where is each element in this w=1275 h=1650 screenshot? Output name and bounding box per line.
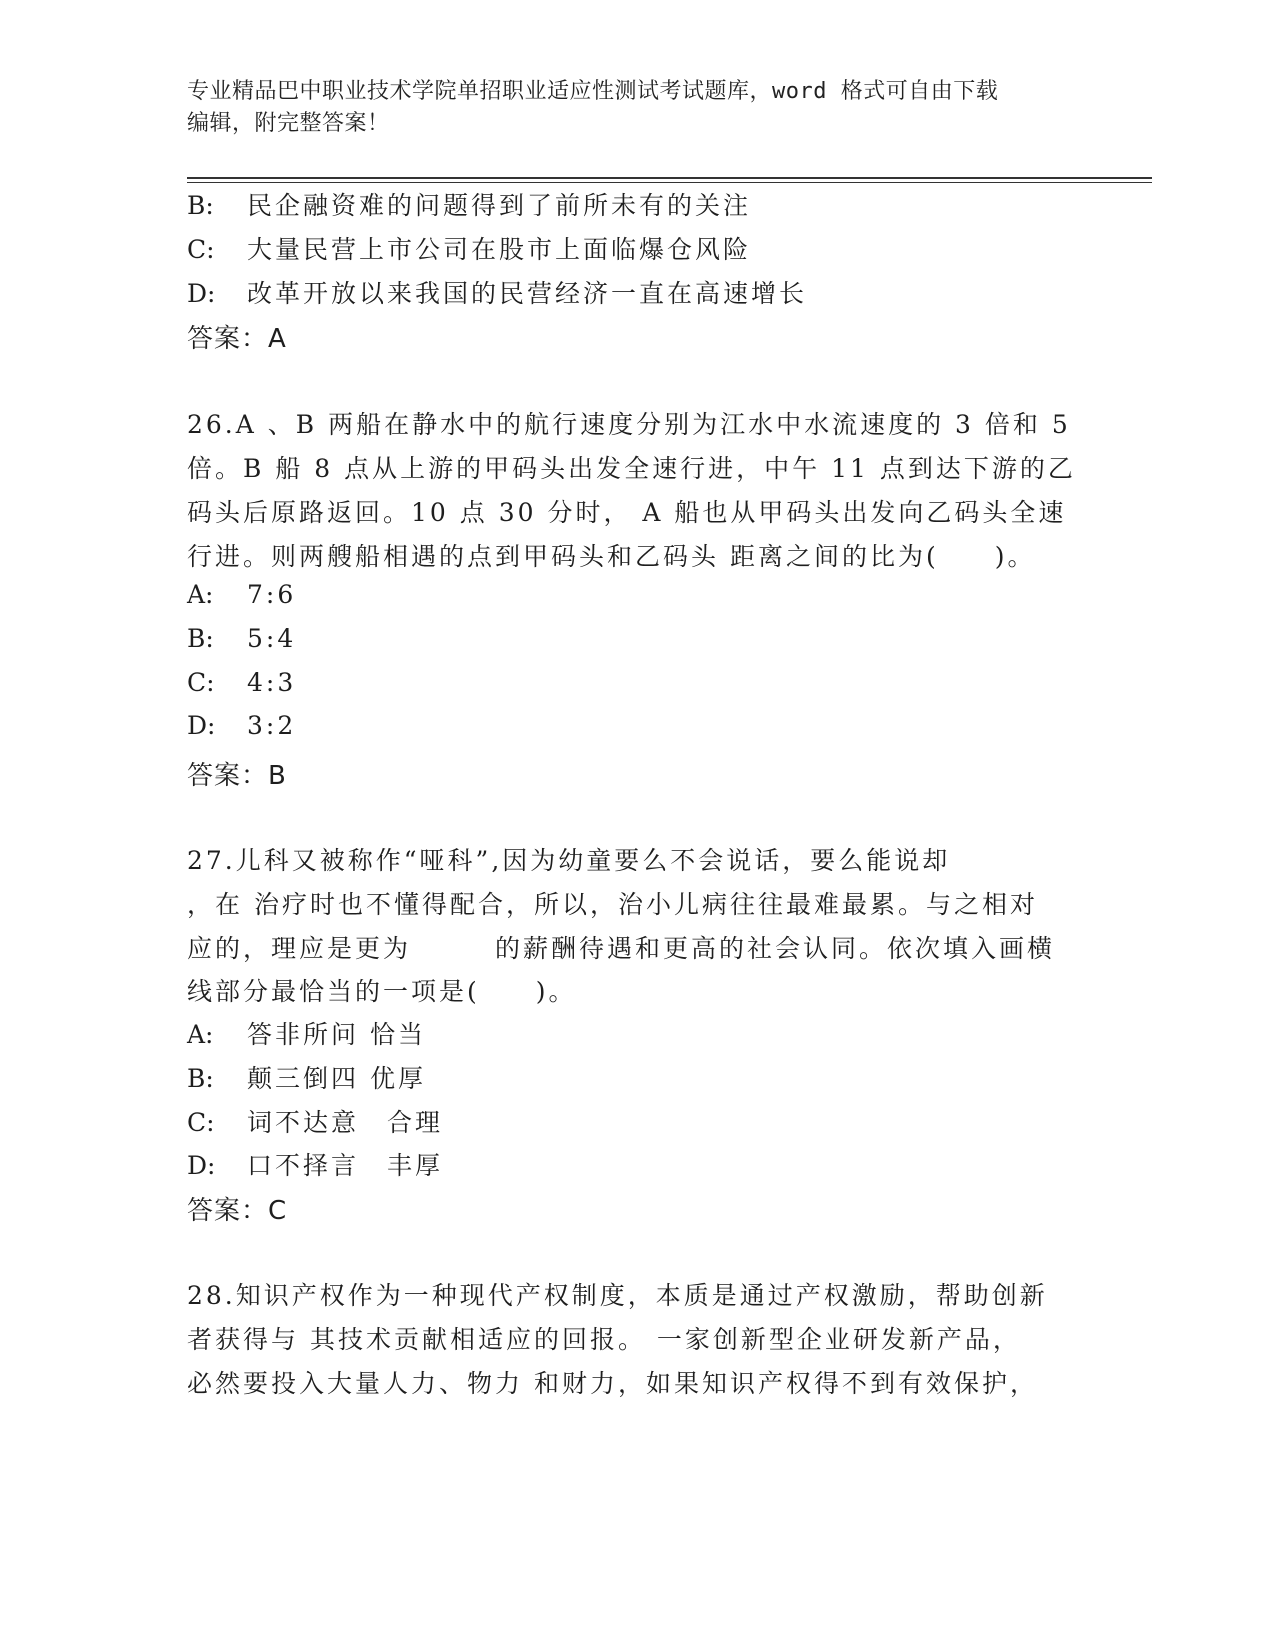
q25-answer: 答案：A bbox=[187, 324, 287, 354]
q26-option-c: C: 4:3 bbox=[187, 668, 297, 697]
q25-option-b: B: 民企融资难的问题得到了前所未有的关注 bbox=[187, 191, 752, 220]
q26-stem-line-2: 倍。B 船 8 点从上游的甲码头出发全速行进，中午 11 点到达下游的乙 bbox=[187, 454, 1076, 483]
header-divider-thin bbox=[187, 182, 1152, 183]
header-divider-thick bbox=[187, 177, 1152, 179]
q25-option-d: D: 改革开放以来我国的民营经济一直在高速增长 bbox=[187, 279, 808, 308]
q27-option-a: A: 答非所问 恰当 bbox=[187, 1020, 426, 1049]
q26-option-d: D: 3:2 bbox=[187, 711, 297, 740]
q27-stem-line-3: 应的，理应是更为 的薪酬待遇和更高的社会认同。依次填入画横 bbox=[187, 934, 1056, 963]
header-line-2: 编辑，附完整答案！ bbox=[187, 111, 390, 136]
q25-option-c: C: 大量民营上市公司在股市上面临爆仓风险 bbox=[187, 235, 752, 264]
q27-stem-line-2: ，在 治疗时也不懂得配合，所以，治小儿病往往最难最累。与之相对 bbox=[187, 890, 1038, 919]
q27-stem-line-1: 27.儿科又被称作“哑科”,因为幼童要么不会说话，要么能说却 bbox=[187, 846, 951, 875]
page-header bbox=[187, 76, 1087, 140]
q28-stem-line-1: 28.知识产权作为一种现代产权制度，本质是通过产权激励，帮助创新 bbox=[187, 1281, 1048, 1310]
q26-answer: 答案：B bbox=[187, 761, 287, 791]
q26-option-a: A: 7:6 bbox=[187, 580, 297, 609]
q26-stem-line-4: 行进。则两艘船相遇的点到甲码头和乙码头 距离之间的比为( )。 bbox=[187, 542, 1036, 571]
q27-stem-line-4: 线部分最恰当的一项是( )。 bbox=[187, 977, 577, 1006]
q27-answer: 答案：C bbox=[187, 1196, 288, 1226]
q27-option-d: D: 口不择言 丰厚 bbox=[187, 1151, 444, 1180]
q27-option-c: C: 词不达意 合理 bbox=[187, 1108, 444, 1137]
q26-option-b: B: 5:4 bbox=[187, 624, 297, 653]
q26-stem-line-3: 码头后原路返回。10 点 30 分时， A 船也从甲码头出发向乙码头全速 bbox=[187, 498, 1067, 527]
q27-option-b: B: 颠三倒四 优厚 bbox=[187, 1064, 426, 1093]
q26-stem-line-1: 26.A 、B 两船在静水中的航行速度分别为江水中水流速度的 3 倍和 5 bbox=[187, 410, 1071, 439]
q28-stem-line-2: 者获得与 其技术贡献相适应的回报。 一家创新型企业研发新产品， bbox=[187, 1325, 1021, 1354]
header-line-1: 专业精品巴中职业技术学院单招职业适应性测试考试题库，word 格式可自由下载 bbox=[187, 79, 999, 104]
q28-stem-line-3: 必然要投入大量人力、物力 和财力，如果知识产权得不到有效保护， bbox=[187, 1369, 1038, 1398]
